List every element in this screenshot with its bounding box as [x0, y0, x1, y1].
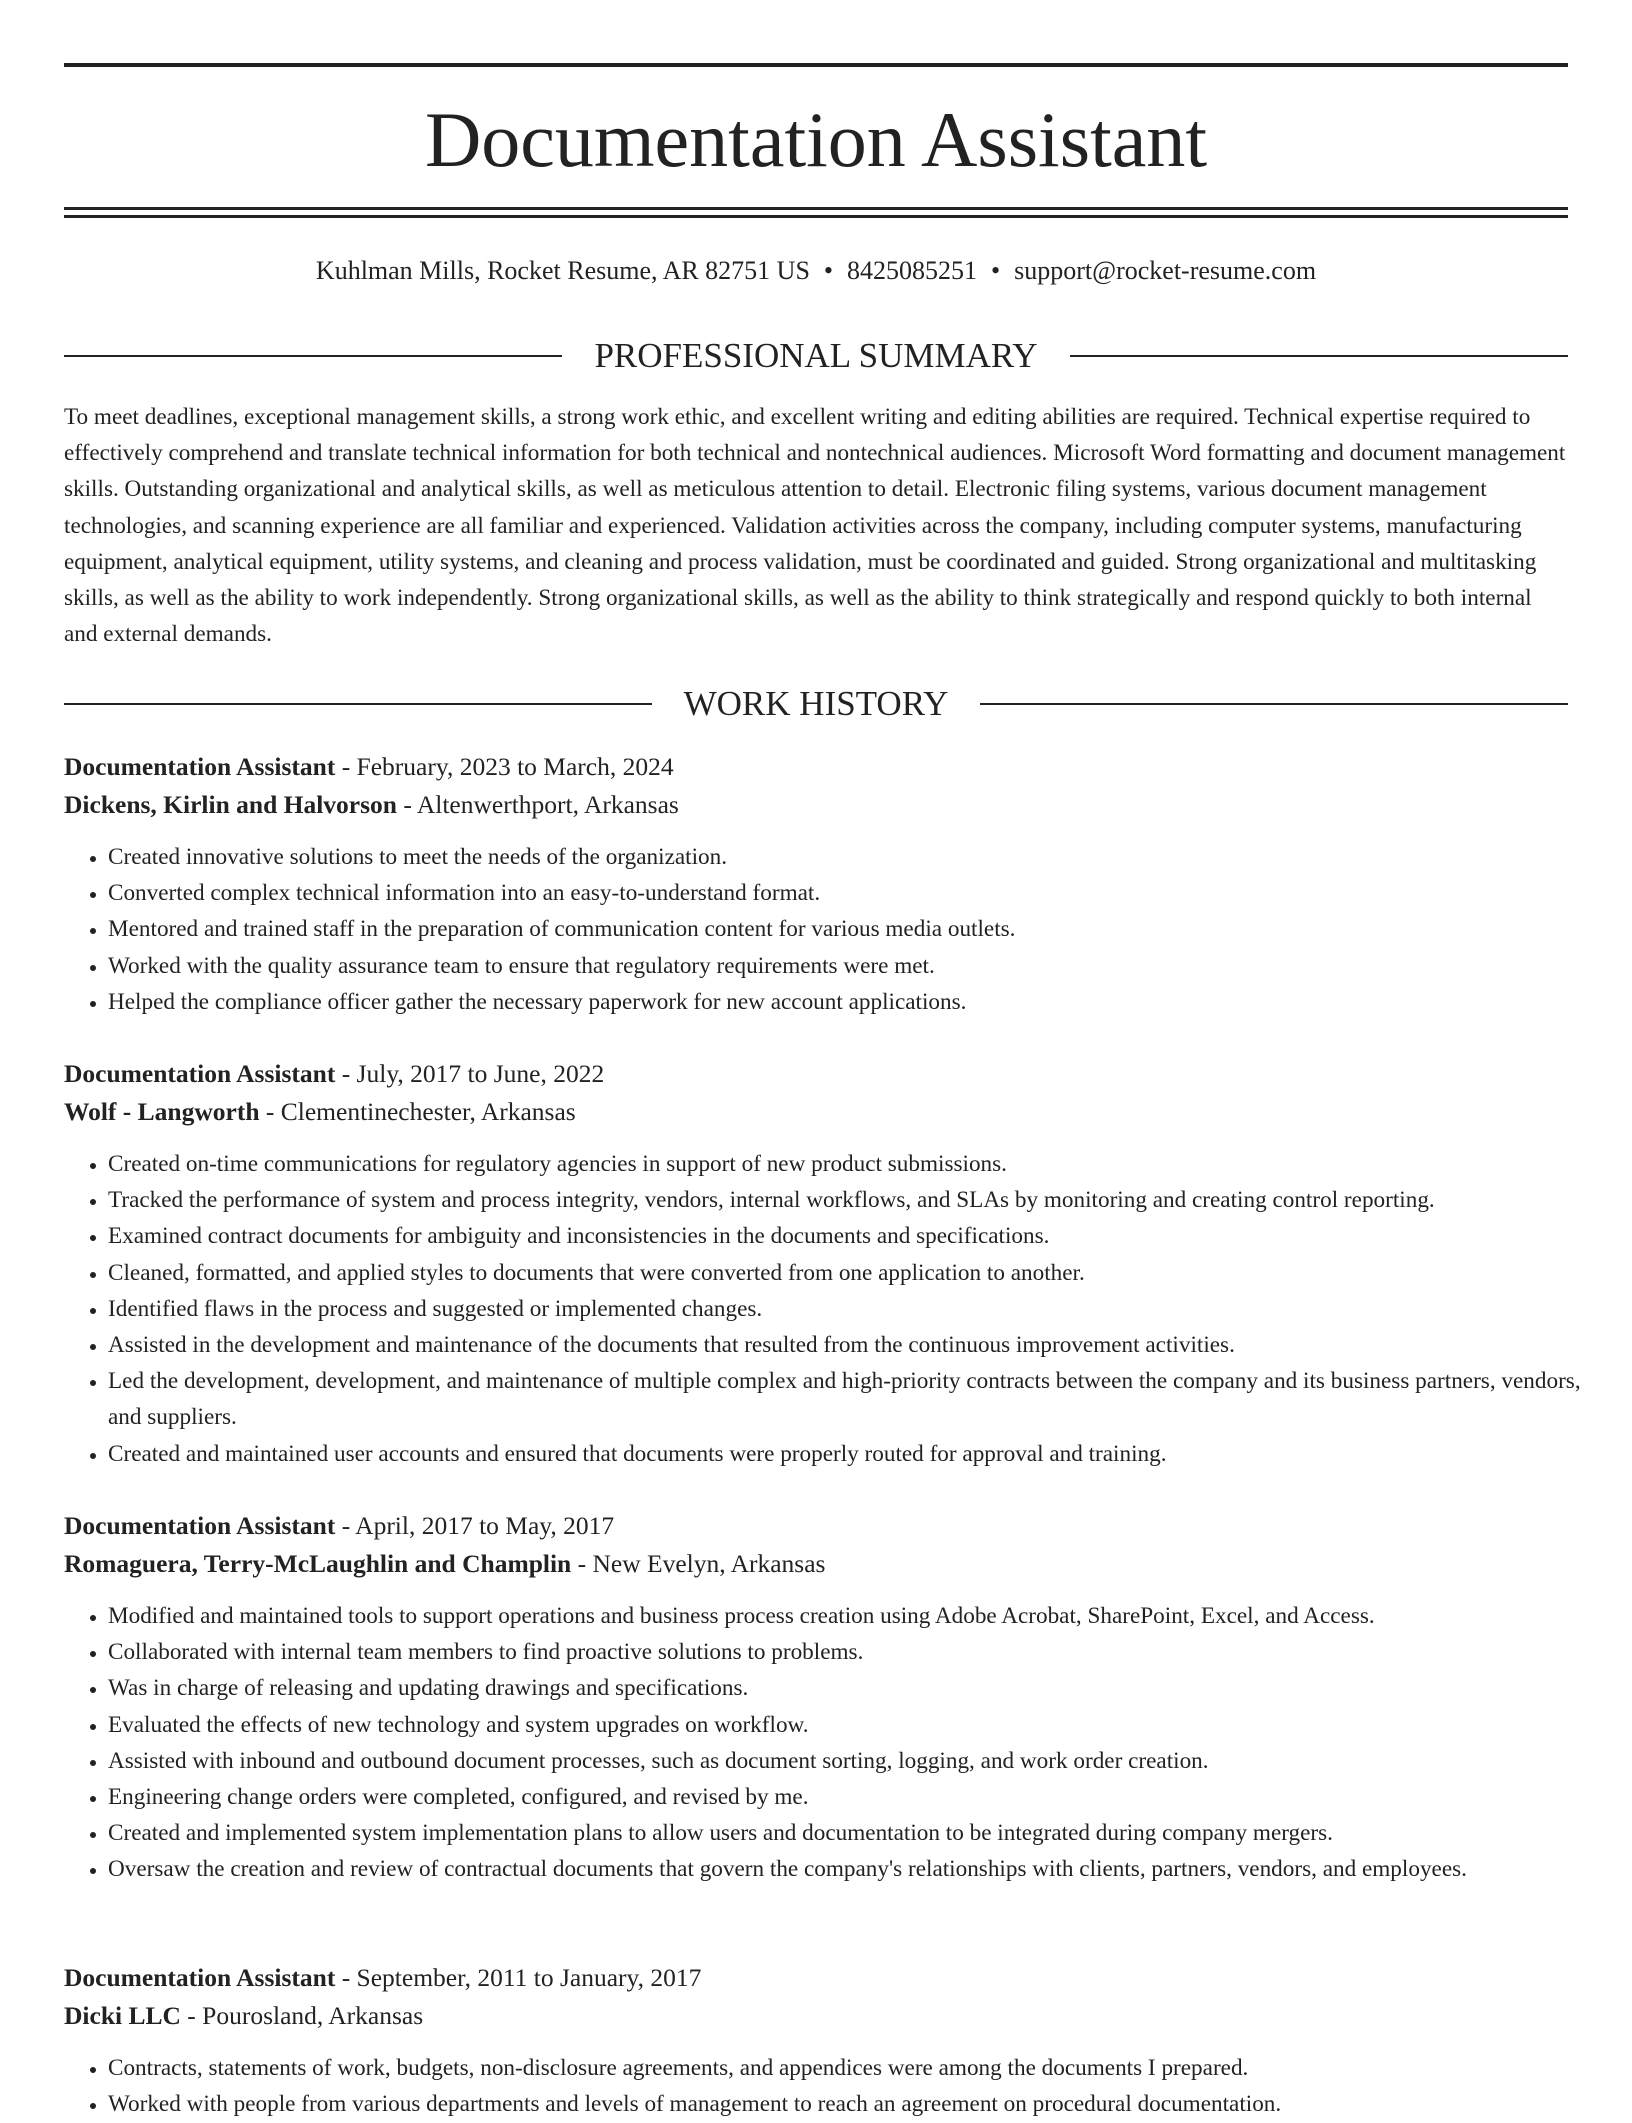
header-top-rule [64, 63, 1568, 67]
job-bullet: • Worked with the quality assurance team to ensure that regulatory requirements were met. [108, 948, 1592, 984]
job-title-line [64, 1055, 1592, 1093]
job-bullet: • Cleaned, formatted, and applied styles to documents that were converted from one application to another. [108, 1255, 1592, 1291]
job-bullets [64, 1146, 1592, 1472]
job-bullet: • Helped the compliance officer gather the necessary paperwork for new account applications. [108, 984, 1592, 1020]
job-location: - New Evelyn, Arkansas [571, 1549, 826, 1578]
job-company: Dicki LLC [64, 2001, 181, 2030]
job-bullet: • Was in charge of releasing and updating drawings and specifications. [108, 1670, 1592, 1706]
heading-rule-left [64, 703, 652, 705]
resume-title: Documentation Assistant [424, 96, 1208, 183]
job-bullet: • Assisted with inbound and outbound document processes, such as document sorting, logging, and work order creation. [108, 1743, 1592, 1779]
job-title: Documentation Assistant [64, 752, 336, 781]
job-entry [64, 1055, 1592, 1472]
summary-text: To meet deadlines, exceptional management skills, a strong work ethic, and excellent writing and editing abilities are required. Technical expertise required to effectively comprehend and translate technical information for both technical and nontechnical audiences. Microsoft Word formatting and document management skills. Outstanding organizational and analytical skills, as well as meticulous attention to detail. Electronic filing systems, various document management technologies, and scanning experience are all familiar and experienced. Validation activities across the company, including computer systems, manufacturing equipment, analytical equipment, utility systems, and cleaning and process validation, must be coordinated and guided. Strong organizational and multitasking skills, as well as the ability to work independently. Strong organizational skills, as well as the ability to think strategically and respond quickly to both internal and external demands. [64, 404, 1566, 648]
job-company: Dickens, Kirlin and Halvorson [64, 790, 397, 819]
job-bullet: • Identified flaws in the process and suggested or implemented changes. [108, 1291, 1592, 1327]
job-bullets [64, 839, 1592, 1020]
job-title: Documentation Assistant [64, 1511, 336, 1540]
job-location: - Pourosland, Arkansas [180, 2001, 424, 2030]
job-bullet: • Examined contract documents for ambiguity and inconsistencies in the documents and specifications. [108, 1218, 1592, 1254]
job-title-line [64, 748, 1592, 786]
contact-email: support@rocket-resume.com [1014, 256, 1317, 285]
job-bullet: • Created and maintained user accounts and ensured that documents were properly routed for approval and training. [108, 1436, 1592, 1472]
contact-line [64, 254, 1568, 288]
contact-address: Kuhlman Mills, Rocket Resume, AR 82751 US [315, 256, 810, 285]
job-bullet: • Created on-time communications for regulatory agencies in support of new product submissions. [108, 1146, 1592, 1182]
contact-separator: • [823, 256, 834, 285]
work-history-heading-label: WORK HISTORY [683, 684, 949, 723]
job-company-line [64, 1093, 1592, 1131]
job-bullet: • Worked with people from various departments and levels of management to reach an agreement on procedural documentation. [108, 2086, 1592, 2122]
header-double-rule-upper [64, 207, 1568, 210]
job-bullets [64, 1598, 1592, 1888]
heading-rule-right [980, 703, 1568, 705]
job-bullet: • Led the development, development, and maintenance of multiple complex and high-priority contracts between the company and its business partners, vendors, and suppliers. [108, 1363, 1592, 1435]
job-title: Documentation Assistant [64, 1963, 336, 1992]
job-company: Wolf - Langworth [64, 1097, 260, 1126]
job-bullet: • Contracts, statements of work, budgets, non-disclosure agreements, and appendices were among the documents I prepared. [108, 2050, 1592, 2086]
heading-rule-right [1070, 355, 1568, 357]
job-bullet: • Evaluated the effects of new technology and system upgrades on workflow. [108, 1707, 1592, 1743]
job-bullet: • Engineering change orders were completed, configured, and revised by me. [108, 1779, 1592, 1815]
job-title-line [64, 1959, 1592, 1997]
job-bullet: • Created and implemented system implementation plans to allow users and documentation to be integrated during company mergers. [108, 1815, 1592, 1851]
job-bullet: • Converted complex technical information into an easy-to-understand format. [108, 875, 1592, 911]
job-company: Romaguera, Terry-McLaughlin and Champlin [64, 1549, 572, 1578]
job-dates: - July, 2017 to June, 2022 [335, 1059, 605, 1088]
header-double-rule-lower [64, 215, 1568, 218]
job-dates: - April, 2017 to May, 2017 [335, 1511, 615, 1540]
summary-heading [64, 334, 1568, 378]
job-entry [64, 748, 1592, 1020]
work-history-heading [64, 682, 1568, 726]
job-company-line [64, 786, 1592, 824]
job-dates: - February, 2023 to March, 2024 [335, 752, 674, 781]
job-bullet: • Collaborated with internal team members to find proactive solutions to problems. [108, 1634, 1592, 1670]
job-title: Documentation Assistant [64, 1059, 336, 1088]
job-company-line [64, 1997, 1592, 2035]
job-entry [64, 1959, 1592, 2122]
job-bullet: • Tracked the performance of system and process integrity, vendors, internal workflows, and SLAs by monitoring and creating control reporting. [108, 1182, 1592, 1218]
job-bullet: • Assisted in the development and maintenance of the documents that resulted from the continuous improvement activities. [108, 1327, 1592, 1363]
contact-phone: 8425085251 [847, 256, 978, 285]
job-location: - Clementinechester, Arkansas [259, 1097, 576, 1126]
job-title-line [64, 1507, 1592, 1545]
job-company-line [64, 1545, 1592, 1583]
job-entry [64, 1507, 1592, 1888]
job-bullet: • Modified and maintained tools to support operations and business process creation using Adobe Acrobat, SharePoint, Excel, and Access. [108, 1598, 1592, 1634]
contact-separator: • [991, 256, 1001, 285]
job-location: - Altenwerthport, Arkansas [396, 790, 679, 819]
heading-rule-left [64, 355, 562, 357]
summary-heading-label: PROFESSIONAL SUMMARY [594, 336, 1038, 375]
job-bullet: • Mentored and trained staff in the preparation of communication content for various media outlets. [108, 911, 1592, 947]
job-dates: - September, 2011 to January, 2017 [335, 1963, 702, 1992]
job-bullet: • Oversaw the creation and review of contractual documents that govern the company's relationships with clients, partners, vendors, and employees. [108, 1851, 1592, 1887]
job-bullet: • Created innovative solutions to meet the needs of the organization. [108, 839, 1592, 875]
